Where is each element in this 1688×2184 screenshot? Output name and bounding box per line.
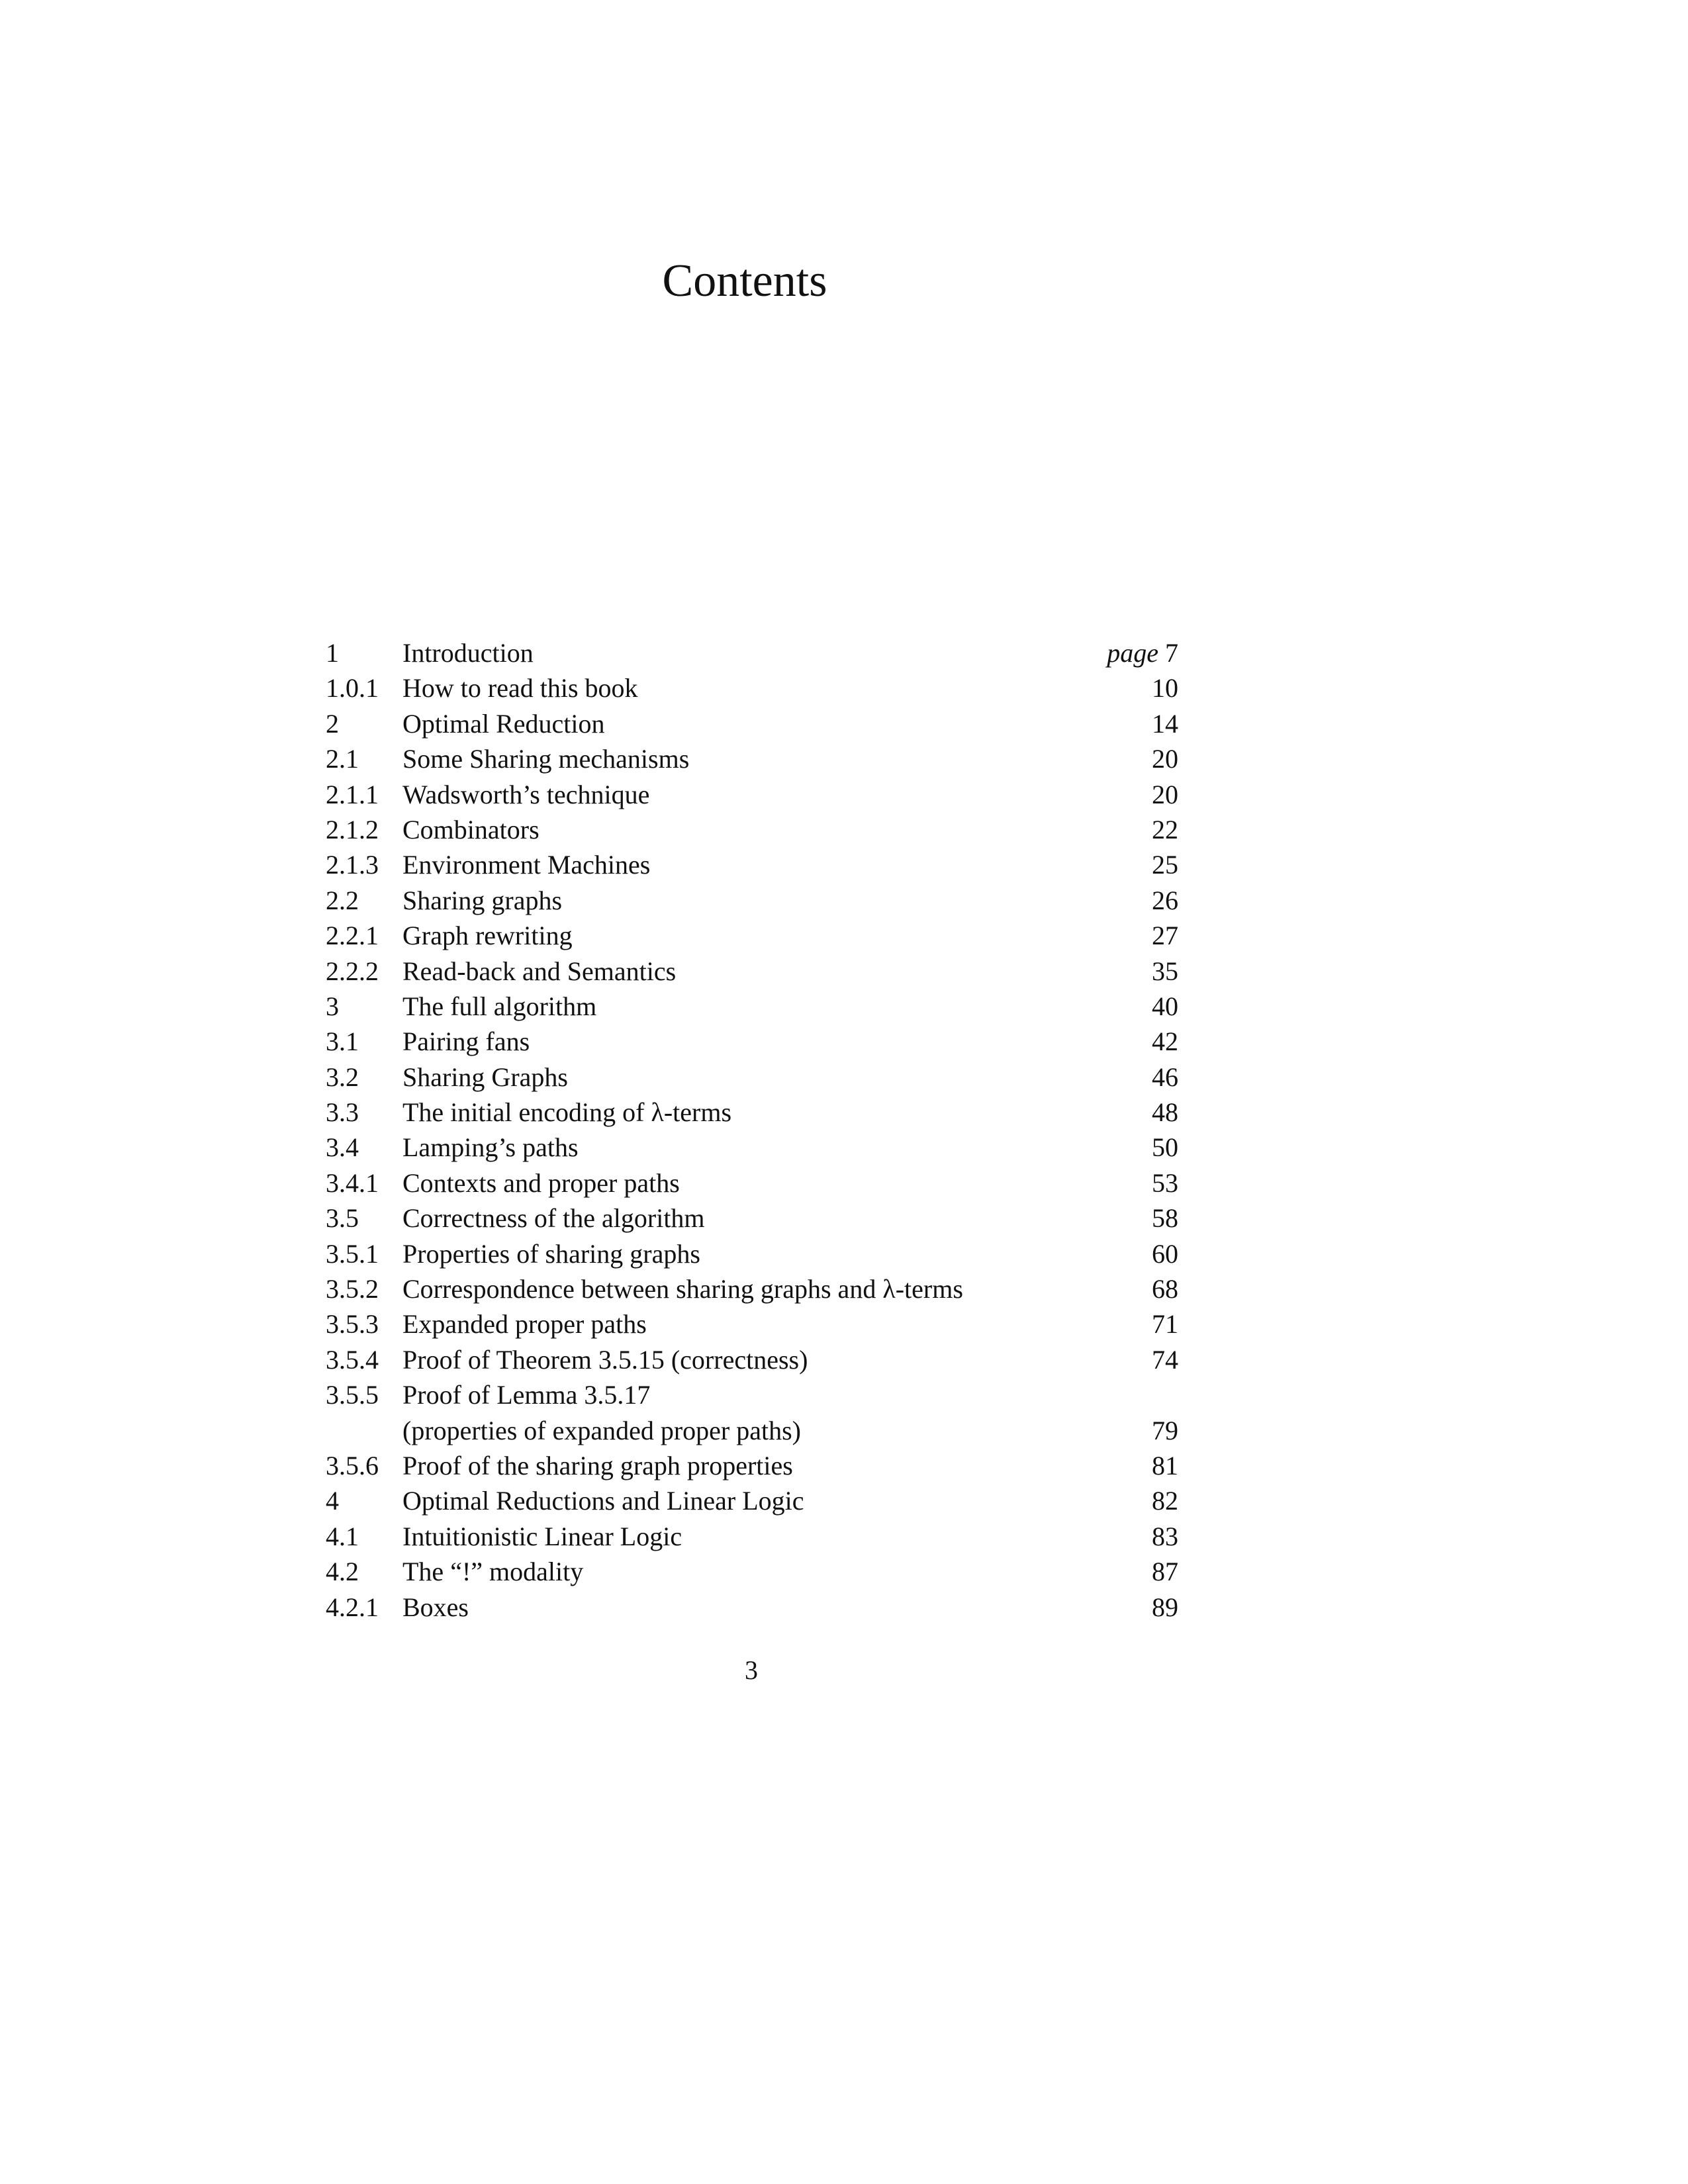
section-number: 2.1 <box>326 744 359 774</box>
section-title: Expanded proper paths <box>402 1309 647 1340</box>
section-title: Pairing fans <box>402 1026 530 1057</box>
section-title: Boxes <box>402 1592 469 1622</box>
section-number: 1.0.1 <box>326 673 379 704</box>
section-title: Graph rewriting <box>402 921 573 951</box>
toc-entry[interactable] <box>326 1483 1178 1518</box>
section-number: 2.1.1 <box>326 779 379 809</box>
section-number: 2.2.1 <box>326 921 379 951</box>
section-number: 3.5.1 <box>326 1238 379 1269</box>
page-ref: 10 <box>1152 673 1178 704</box>
toc-entry[interactable] <box>326 1024 1178 1059</box>
toc-entry[interactable] <box>326 1130 1178 1165</box>
toc-entry[interactable] <box>326 1201 1178 1236</box>
toc-entry[interactable] <box>326 883 1178 918</box>
page-ref: 46 <box>1152 1062 1178 1092</box>
table-of-contents <box>326 635 1178 1625</box>
section-title: Sharing graphs <box>402 885 563 915</box>
section-title: The initial encoding of λ-terms <box>402 1097 732 1128</box>
section-title: Proof of Theorem 3.5.15 (correctness) <box>402 1344 808 1375</box>
toc-entry[interactable] <box>326 918 1178 953</box>
page-ref: 50 <box>1152 1132 1178 1163</box>
toc-entry[interactable] <box>326 741 1178 776</box>
toc-entry[interactable] <box>326 1519 1178 1554</box>
section-title: Sharing Graphs <box>402 1062 568 1092</box>
toc-entry[interactable] <box>326 777 1178 812</box>
toc-entry[interactable] <box>326 847 1178 882</box>
toc-entry[interactable] <box>326 1448 1178 1483</box>
section-number: 3.5.4 <box>326 1344 379 1375</box>
section-number: 3.5.6 <box>326 1450 379 1480</box>
toc-entry[interactable] <box>326 1271 1178 1306</box>
page-ref: 53 <box>1152 1167 1178 1198</box>
page-ref: 40 <box>1152 991 1178 1021</box>
toc-entry[interactable] <box>326 635 1178 670</box>
section-number: 2.2.2 <box>326 956 379 986</box>
toc-entry[interactable] <box>326 1590 1178 1625</box>
page-ref: 26 <box>1152 885 1178 915</box>
section-title: Proof of Lemma 3.5.17 <box>402 1380 651 1410</box>
toc-entry[interactable] <box>326 1306 1178 1342</box>
section-number: 3 <box>326 991 339 1021</box>
section-title: The “!” modality <box>402 1557 584 1587</box>
page-ref: 74 <box>1152 1344 1178 1375</box>
section-number: 3.4 <box>326 1132 359 1163</box>
page-ref: 7 <box>1165 638 1178 668</box>
page-prefix: page <box>1107 638 1158 668</box>
page-title: Contents <box>662 255 827 306</box>
page-ref: 20 <box>1152 744 1178 774</box>
section-number: 3.5 <box>326 1203 359 1234</box>
section-number: 4.1 <box>326 1521 359 1551</box>
page-ref: 14 <box>1152 708 1178 739</box>
toc-entry[interactable] <box>326 1342 1178 1377</box>
section-title: Some Sharing mechanisms <box>402 744 690 774</box>
section-number: 3.4.1 <box>326 1167 379 1198</box>
section-title: The full algorithm <box>402 991 597 1021</box>
page-ref: 82 <box>1152 1486 1178 1516</box>
section-title: (properties of expanded proper paths) <box>402 1415 801 1445</box>
section-number: 3.5.3 <box>326 1309 379 1340</box>
page-ref: 89 <box>1152 1592 1178 1622</box>
section-number: 2.1.2 <box>326 814 379 844</box>
section-number: 2 <box>326 708 339 739</box>
section-number: 3.2 <box>326 1062 359 1092</box>
toc-entry[interactable] <box>326 1236 1178 1271</box>
section-title: Lamping’s paths <box>402 1132 579 1163</box>
toc-entry[interactable] <box>326 1165 1178 1201</box>
page-ref: 83 <box>1152 1521 1178 1551</box>
section-number: 4 <box>326 1486 339 1516</box>
section-number: 1 <box>326 638 339 668</box>
section-title: Read-back and Semantics <box>402 956 677 986</box>
page-ref: 71 <box>1152 1309 1178 1340</box>
page-number: 3 <box>745 1655 758 1685</box>
page-ref: 35 <box>1152 956 1178 986</box>
toc-entry[interactable] <box>326 812 1178 847</box>
toc-entry[interactable] <box>326 670 1178 705</box>
section-number <box>326 1413 402 1448</box>
toc-entry[interactable] <box>326 1377 1178 1412</box>
section-number: 3.5.5 <box>326 1380 379 1410</box>
section-number: 3.3 <box>326 1097 359 1128</box>
page-ref: 48 <box>1152 1097 1178 1128</box>
page-ref: 58 <box>1152 1203 1178 1234</box>
section-title: Correspondence between sharing graphs and λ-terms <box>402 1274 963 1304</box>
section-title: Optimal Reduction <box>402 708 605 739</box>
section-number: 2.1.3 <box>326 850 379 880</box>
page-ref: 81 <box>1152 1450 1178 1480</box>
section-number: 3.1 <box>326 1026 359 1057</box>
page-ref: 60 <box>1152 1238 1178 1269</box>
section-title: Properties of sharing graphs <box>402 1238 700 1269</box>
page-ref: 87 <box>1152 1557 1178 1587</box>
toc-entry[interactable] <box>326 706 1178 741</box>
section-title: Contexts and proper paths <box>402 1167 680 1198</box>
section-title: Environment Machines <box>402 850 651 880</box>
page-ref: 79 <box>1152 1415 1178 1445</box>
toc-entry[interactable] <box>326 989 1178 1024</box>
section-title: Proof of the sharing graph properties <box>402 1450 793 1480</box>
section-title: Wadsworth’s technique <box>402 779 650 809</box>
page-ref: 27 <box>1152 921 1178 951</box>
section-title: How to read this book <box>402 673 638 704</box>
section-number: 2.2 <box>326 885 359 915</box>
page-ref: 22 <box>1152 814 1178 844</box>
section-title: Combinators <box>402 814 539 844</box>
section-title: Correctness of the algorithm <box>402 1203 705 1234</box>
section-title: Intuitionistic Linear Logic <box>402 1521 682 1551</box>
section-title: Introduction <box>402 638 534 668</box>
section-title: Optimal Reductions and Linear Logic <box>402 1486 804 1516</box>
toc-entry[interactable] <box>326 954 1178 989</box>
toc-entry[interactable] <box>326 1413 1178 1448</box>
page-ref: 20 <box>1152 779 1178 809</box>
page-ref: 68 <box>1152 1274 1178 1304</box>
section-number: 4.2.1 <box>326 1592 379 1622</box>
page-ref: 42 <box>1152 1026 1178 1057</box>
toc-entry[interactable] <box>326 1095 1178 1130</box>
section-number: 4.2 <box>326 1557 359 1587</box>
page-ref: 25 <box>1152 850 1178 880</box>
toc-entry[interactable] <box>326 1554 1178 1589</box>
section-number: 3.5.2 <box>326 1274 379 1304</box>
toc-entry[interactable] <box>326 1060 1178 1095</box>
